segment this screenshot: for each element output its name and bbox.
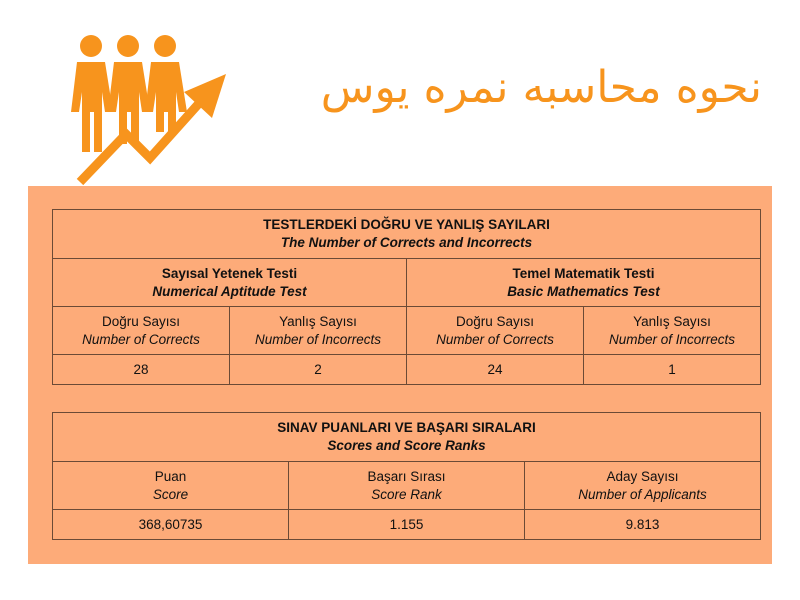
column-label-tr: Başarı Sırası <box>367 468 446 484</box>
section-label-tr: Temel Matematik Testi <box>512 265 655 281</box>
column-header-applicants <box>525 462 761 510</box>
results-panel <box>28 186 772 564</box>
column-label-tr: Doğru Sayısı <box>455 313 535 329</box>
column-label-en: Number of Corrects <box>82 331 200 347</box>
value-cell: 1 <box>584 355 761 385</box>
column-label-en: Number of Corrects <box>436 331 554 347</box>
column-label-en: Number of Incorrects <box>254 331 382 347</box>
column-label-en: Number of Incorrects <box>608 331 736 347</box>
column-header-incorrects <box>230 307 407 355</box>
value-cell: 368,60735 <box>53 510 289 540</box>
section-basic-mathematics <box>407 259 761 307</box>
section-label-en: Basic Mathematics Test <box>507 283 660 299</box>
value-cell: 2 <box>230 355 407 385</box>
column-label-tr: Yanlış Sayısı <box>633 313 711 329</box>
counts-title-en: The Number of Corrects and Incorrects <box>280 235 533 250</box>
value-cell: 28 <box>53 355 230 385</box>
people-growth-arrow-icon <box>62 30 232 190</box>
column-label-en: Number of Applicants <box>578 486 707 502</box>
value-cell: 1.155 <box>289 510 525 540</box>
column-header-score-rank <box>289 462 525 510</box>
column-header-incorrects <box>584 307 761 355</box>
counts-title-tr: TESTLERDEKİ DOĞRU VE YANLIŞ SAYILARI <box>263 217 550 232</box>
column-label-en: Score Rank <box>371 486 442 502</box>
counts-table-title <box>53 210 761 259</box>
table-row <box>53 510 761 540</box>
scores-table-title <box>53 413 761 462</box>
scores-title-en: Scores and Score Ranks <box>327 438 486 453</box>
value-cell: 9.813 <box>525 510 761 540</box>
column-header-score <box>53 462 289 510</box>
column-label-tr: Doğru Sayısı <box>101 313 181 329</box>
counts-table <box>52 209 761 385</box>
scores-title-tr: SINAV PUANLARI VE BAŞARI SIRALARI <box>277 420 536 435</box>
column-label-en: Score <box>152 486 189 502</box>
value-cell: 24 <box>407 355 584 385</box>
table-row <box>53 355 761 385</box>
column-label-tr: Puan <box>154 468 187 484</box>
section-label-en: Numerical Aptitude Test <box>152 283 307 299</box>
column-label-tr: Yanlış Sayısı <box>279 313 357 329</box>
column-header-corrects <box>407 307 584 355</box>
page-title: نحوه محاسبه نمره یوس <box>320 62 762 113</box>
column-label-tr: Aday Sayısı <box>606 468 679 484</box>
column-header-corrects <box>53 307 230 355</box>
section-label-tr: Sayısal Yetenek Testi <box>161 265 298 281</box>
scores-table <box>52 412 761 540</box>
section-numerical-aptitude <box>53 259 407 307</box>
